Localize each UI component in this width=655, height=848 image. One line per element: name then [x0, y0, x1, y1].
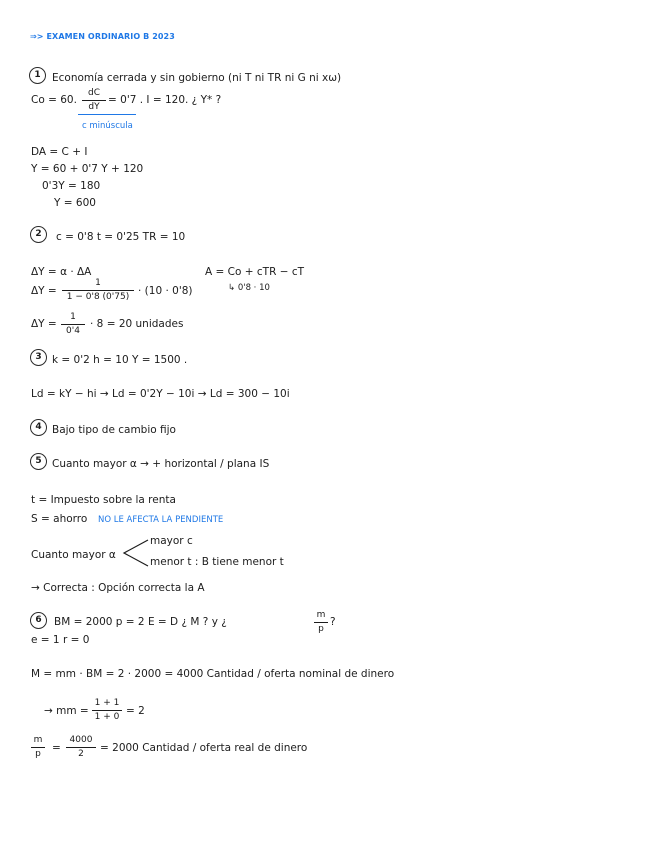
question-4-number: 4	[30, 419, 47, 436]
q6-lhs-bar	[31, 747, 45, 748]
q6-line-1: M = mm · BM = 2 · 2000 = 4000 Cantidad / oferta nominal de dinero	[31, 668, 395, 680]
q6-real-bar	[66, 747, 96, 748]
q5-s-definition: S = ahorro	[31, 513, 88, 525]
q6-mm-den: 1 + 0	[94, 712, 120, 722]
q2-line-3-pre: ΔY =	[31, 318, 57, 330]
q5-answer: → Correcta : Opción correcta la A	[31, 582, 205, 594]
q2-frac2-num: 1	[70, 312, 76, 322]
exam-header: ⇒> EXAMEN ORDINARIO B 2023	[30, 32, 175, 41]
q6-real-money-fraction	[66, 735, 96, 760]
q2-line-2-pre: ΔY =	[31, 285, 57, 297]
q1-derivative-fraction	[82, 88, 106, 113]
q6-lhs-num: m	[33, 735, 43, 745]
question-5-number: 5	[30, 453, 47, 470]
q1-underline	[78, 114, 136, 115]
q2-frac2-bar	[61, 324, 85, 325]
q6-mm-fraction	[92, 698, 122, 723]
q2-frac1-bar	[62, 290, 134, 291]
q2-given: c = 0'8 t = 0'25 TR = 10	[56, 231, 186, 243]
q6-question-end: ?	[330, 616, 336, 628]
q1-given-right: = 0'7 . I = 120. ¿ Y* ?	[108, 94, 222, 106]
q2-fraction-2	[61, 312, 85, 337]
q1-frac-bar	[82, 100, 106, 101]
q1-given-left: Co = 60.	[31, 94, 77, 106]
q6-lhs-den: p	[35, 749, 41, 759]
q1-line-3: 0'3Y = 180	[42, 180, 101, 192]
q6-real-money-lhs	[31, 735, 45, 760]
q2-line-1: ΔY = α · ΔA	[31, 266, 92, 278]
q2-frac1-num: 1	[95, 278, 101, 288]
q6-given-2: e = 1 r = 0	[31, 634, 90, 646]
q1-line-2: Y = 60 + 0'7 Y + 120	[31, 163, 144, 175]
question-2-number: 2	[30, 226, 47, 243]
q6-real-num: 4000	[69, 735, 93, 745]
q5-compare-pre: Cuanto mayor α	[31, 549, 116, 561]
q2-frac2-den: 0'4	[66, 326, 80, 336]
q5-t-definition: t = Impuesto sobre la renta	[31, 494, 176, 506]
question-1-number: 1	[29, 67, 46, 84]
q2-line-2-post: · (10 · 0'8)	[138, 285, 193, 297]
q6-line-3-eq: =	[52, 742, 61, 754]
q5-compare-top: mayor c	[150, 535, 193, 547]
question-6-number: 6	[30, 612, 47, 629]
q6-mp-den: p	[318, 624, 324, 634]
q1-frac-den: dY	[88, 102, 100, 112]
q3-given: k = 0'2 h = 10 Y = 1500 .	[52, 354, 188, 366]
q1-line-4: Y = 600	[54, 197, 96, 209]
q6-given: BM = 2000 p = 2 E = D ¿ M ? y ¿	[54, 616, 227, 628]
q2-right-2: ↳ 0'8 · 10	[228, 283, 270, 293]
q6-real-den: 2	[78, 749, 84, 759]
q3-equation: Ld = kY − hi → Ld = 0'2Y − 10i → Ld = 300 − 10i	[31, 388, 290, 400]
q2-right-1: A = Co + cTR − cT	[205, 266, 305, 278]
q6-line-2-post: = 2	[126, 705, 145, 717]
q6-mm-bar	[92, 710, 122, 711]
q1-frac-num: dC	[88, 88, 100, 98]
question-3-number: 3	[30, 349, 47, 366]
q1-note: c minúscula	[82, 121, 133, 131]
q5-compare-bottom: menor t : B tiene menor t	[150, 556, 284, 568]
q5-text: Cuanto mayor α → + horizontal / plana IS	[52, 458, 270, 470]
q6-mp-bar	[314, 622, 328, 623]
q2-fraction-1	[62, 278, 134, 303]
q1-title: Economía cerrada y sin gobierno (ni T ni TR ni G ni xω)	[52, 72, 342, 84]
q6-m-over-p-fraction	[314, 610, 328, 635]
q6-line-2-pre: → mm =	[44, 705, 89, 717]
q2-frac1-den: 1 − 0'8 (0'75)	[66, 292, 130, 302]
q1-line-1: DA = C + I	[31, 146, 88, 158]
q5-s-note: NO LE AFECTA LA PENDIENTE	[98, 515, 224, 525]
q6-mp-num: m	[316, 610, 326, 620]
q2-line-3-post: · 8 = 20 unidades	[90, 318, 184, 330]
q6-mm-num: 1 + 1	[94, 698, 120, 708]
q4-text: Bajo tipo de cambio fijo	[52, 424, 176, 436]
q5-brace	[120, 538, 150, 568]
q6-line-3-post: = 2000 Cantidad / oferta real de dinero	[100, 742, 308, 754]
